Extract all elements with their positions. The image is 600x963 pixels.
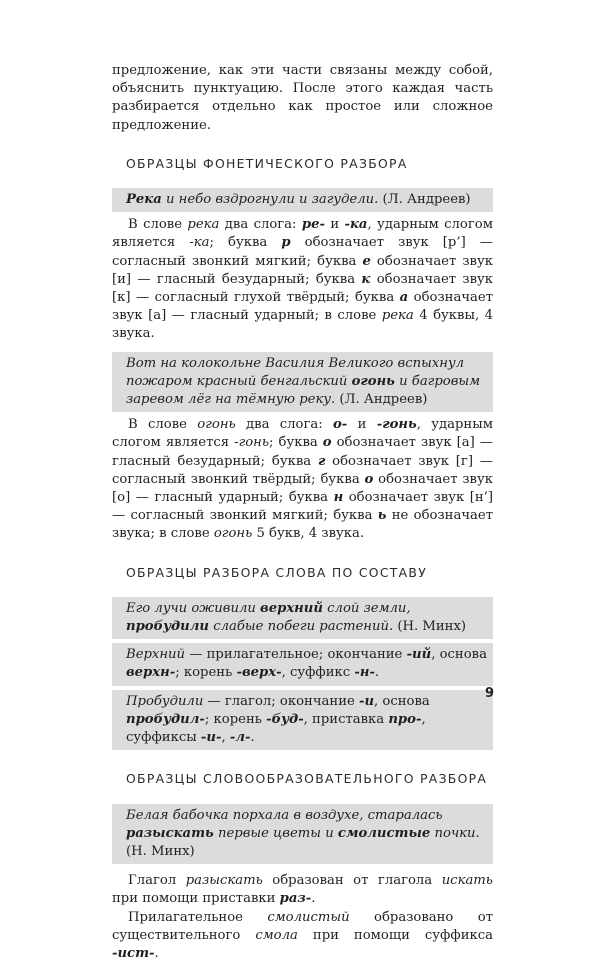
page-content [112,62,493,963]
phonetic-example-2: Вот на колокольне Василия Великого вспыхнул пожаром красный бенгальский огонь и багровым заревом лёг на тёмную реку. (Л. Андреев) [112,352,493,413]
phonetic-heading: ОБРАЗЦЫ ФОНЕТИЧЕСКОГО РАЗБОРА [126,155,408,171]
wordformation-heading: ОБРАЗЦЫ СЛОВООБРАЗОВАТЕЛЬНОГО РАЗБОРА [126,771,488,787]
wordformation-example: Белая бабочка порхала в воздухе, старалась разыскать первые цветы и смолистые почки. (Н. Минх) [112,804,493,865]
composition-example: Его лучи оживили верхний слой земли, пробудили слабые побеги растений. (Н. Минх) [112,597,493,639]
phonetic-analysis-2: В слове огонь два слога: о- и -гонь, ударным слогом является -гонь; буква о обозначает звук [а] — гласный безударный; буква г обозначает звук [г] — согласный звонкий твёрдый; буква о обозначает звук [о] — гласный ударный; буква н обозначает звук [н’] — согласный звонкий мягкий; буква ь не обозначает звука; в слове огонь 5 букв, 4 звука. [112,417,494,542]
phonetic-example-1: Река и небо вздрогнули и загудели. (Л. Андреев) [112,188,493,212]
composition-analysis-2: Пробудили — глагол; окончание -и, основа пробудил-; корень -буд-, приставка про-, суффиксы -и-, -л-. [112,690,493,751]
intro-paragraph: предложение, как эти части связаны между собой, объяснить пунктуацию. После этого каждая часть разбирается отдельно как простое или сложное предложение. [112,63,493,133]
composition-analysis-1: Верхний — прилагательное; окончание -ий, основа верхн-; корень -верх-, суффикс -н-. [112,643,493,685]
phonetic-analysis-1: В слове река два слога: ре- и -ка, ударным слогом является -ка; буква р обозначает звук [р’] — согласный звонкий мягкий; буква е обозначает звук [и] — гласный безударный; буква к обозначает звук [к] — согласный глухой твёрдый; буква а обозначает звук [а] — гласный ударный; в слове река 4 буквы, 4 звука. [112,217,494,342]
page-number: 9 [484,686,494,701]
composition-heading: ОБРАЗЦЫ РАЗБОРА СЛОВА ПО СОСТАВУ [126,564,428,580]
wordformation-analysis-1: Глагол разыскать образован от глагола искать при помощи приставки раз-. [112,873,493,907]
wordformation-analysis-2: Прилагательное смолистый образовано от существительного смола при помощи суффикса -ист-. [112,909,493,961]
